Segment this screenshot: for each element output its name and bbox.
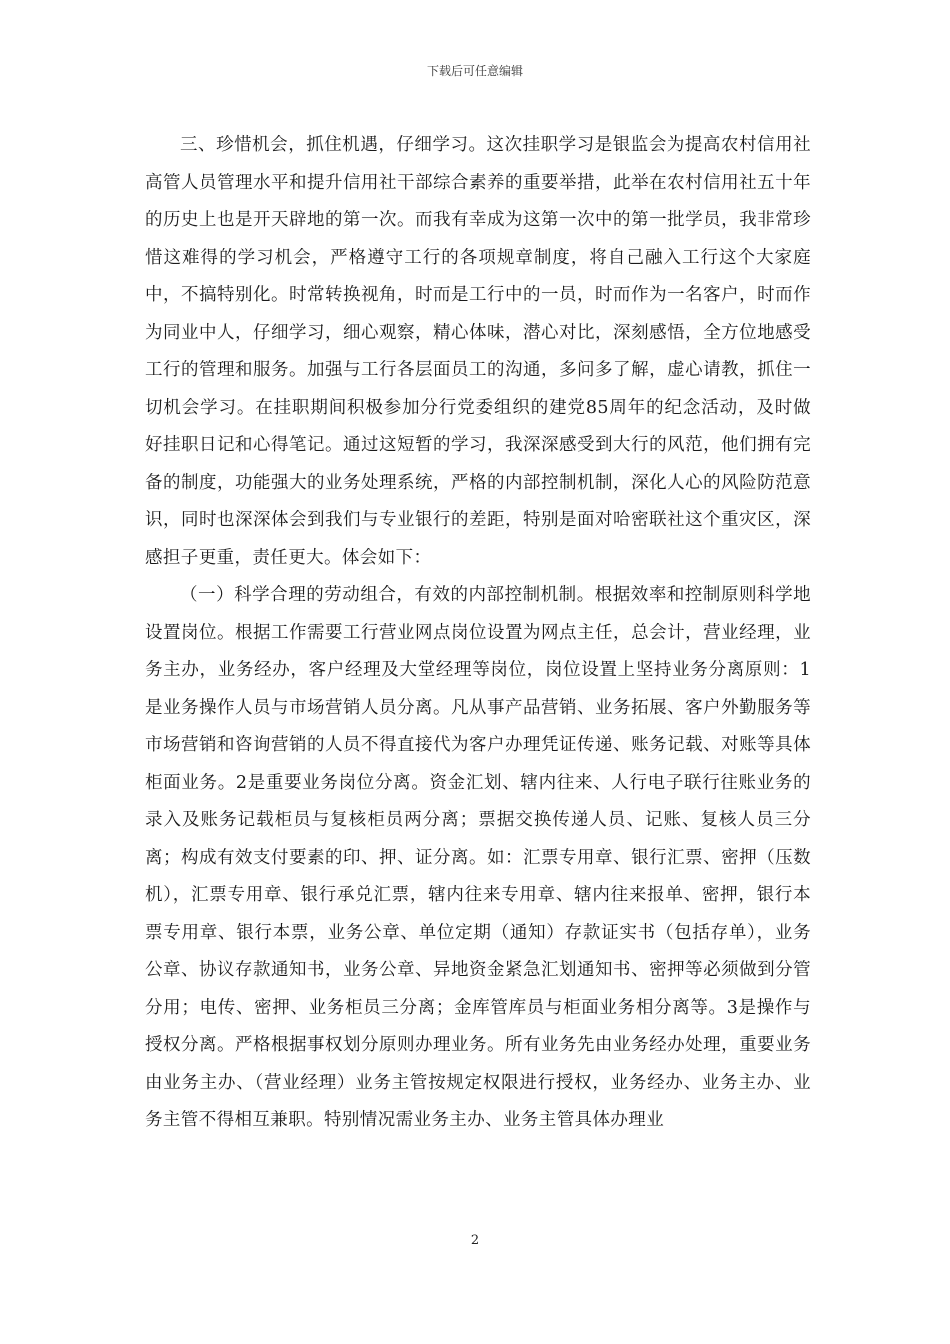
page-header: 下载后可任意编辑 xyxy=(426,64,523,78)
document-body xyxy=(145,127,811,1140)
page-number: 2 xyxy=(470,1233,480,1248)
paragraph-1: 三、珍惜机会，抓住机遇，仔细学习。这次挂职学习是银监会为提高农村信用社高管人员管理水平和提升信用社干部综合素养的重要举措，此举在农村信用社五十年的历史上也是开天辟地的第一次。而我有幸成为这第一次中的第一批学员，我非常珍惜这难得的学习机会，严格遵守工行的各项规章制度，将自己融入工行这个大家庭中，不搞特别化。时常转换视角，时而是工行中的一员，时而作为一名客户，时而作为同业中人，仔细学习，细心观察，精心体味，潜心对比，深刻感悟，全方位地感受工行的管理和服务。加强与工行各层面员工的沟通，多问多了解，虚心请教，抓住一切机会学习。在挂职期间积极参加分行党委组织的建党85周年的纪念活动，及时做好挂职日记和心得笔记。通过这短暂的学习，我深深感受到大行的风范，他们拥有完备的制度，功能强大的业务处理系统，严格的内部控制机制，深化人心的风险防范意识，同时也深深体会到我们与专业银行的差距，特别是面对哈密联社这个重灾区，深感担子更重，责任更大。体会如下： xyxy=(145,135,811,568)
paragraph-2: （一）科学合理的劳动组合，有效的内部控制机制。根据效率和控制原则科学地设置岗位。根据工作需要工行营业网点岗位设置为网点主任，总会计，营业经理，业务主办，业务经办，客户经理及大堂经理等岗位，岗位设置上坚持业务分离原则：1是业务操作人员与市场营销人员分离。凡从事产品营销、业务拓展、客户外勤服务等市场营销和咨询营销的人员不得直接代为客户办理凭证传递、账务记载、对账等具体柜面业务。2是重要业务岗位分离。资金汇划、辖内往来、人行电子联行往账业务的录入及账务记载柜员与复核柜员两分离；票据交换传递人员、记账、复核人员三分离；构成有效支付要素的印、押、证分离。如：汇票专用章、银行汇票、密押（压数机），汇票专用章、银行承兑汇票，辖内往来专用章、辖内往来报单、密押，银行本票专用章、银行本票，业务公章、单位定期（通知）存款证实书（包括存单），业务公章、协议存款通知书，业务公章、异地资金紧急汇划通知书、密押等必须做到分管分用；电传、密押、业务柜员三分离；金库管库员与柜面业务相分离等。3是操作与授权分离。严格根据事权划分原则办理业务。所有业务先由业务经办处理，重要业务由业务主办、（营业经理）业务主管按规定权限进行授权，业务经办、业务主办、业务主管不得相互兼职。特别情况需业务主办、业务主管具体办理业 xyxy=(145,585,811,1130)
